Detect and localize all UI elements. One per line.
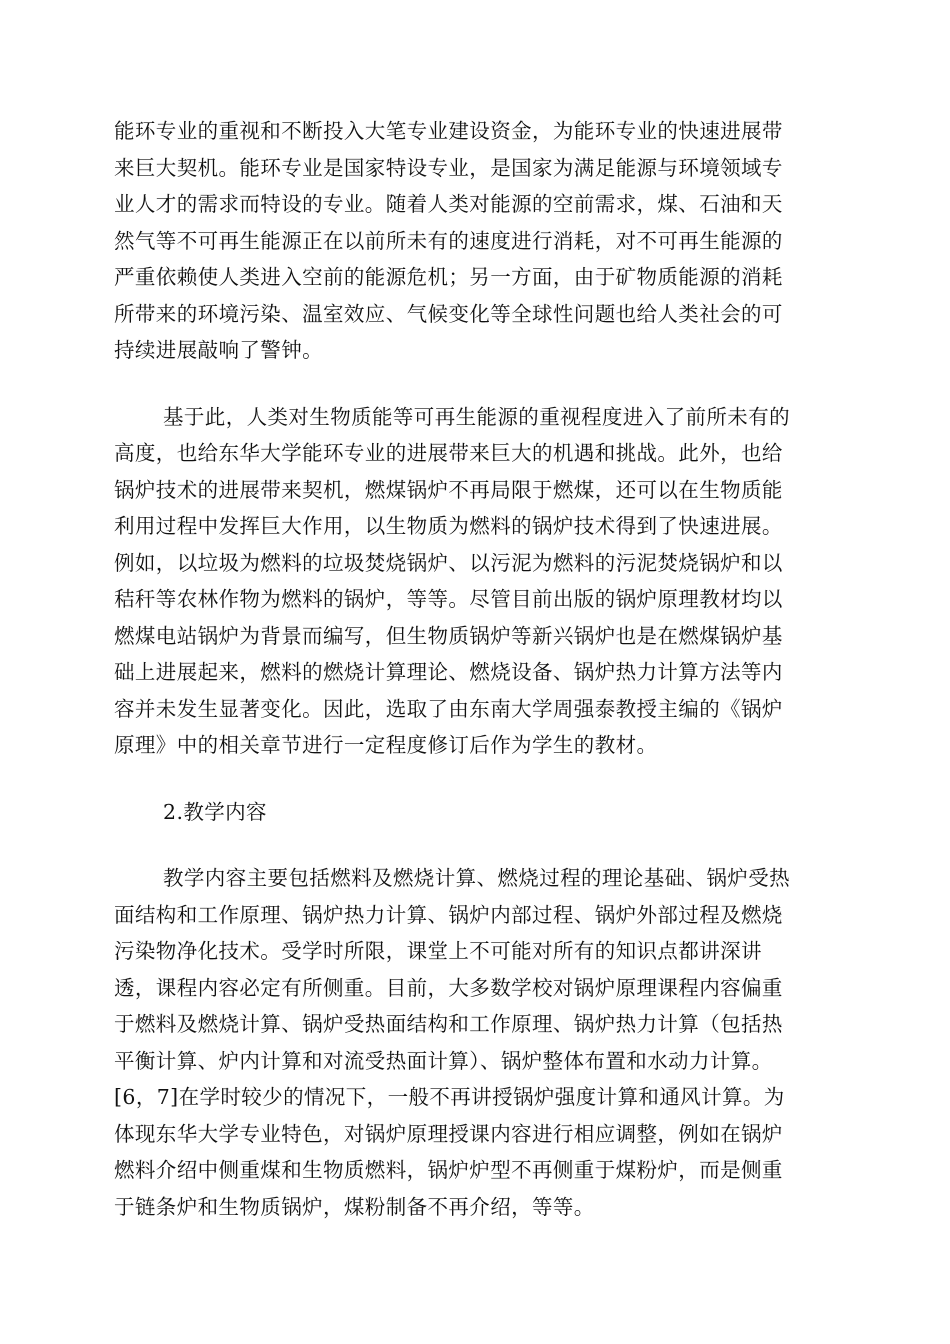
text-line: 燃料介绍中侧重煤和生物质燃料，锅炉炉型不再侧重于煤粉炉，而是侧重 [114,1158,783,1182]
text-line: 础上进展起来，燃料的燃烧计算理论、燃烧设备、锅炉热力计算方法等内 [114,660,783,684]
text-line: 于链条炉和生物质锅炉，煤粉制备不再介绍，等等。 [114,1194,595,1219]
paragraph-p2 [114,399,836,764]
text-line: 能环专业的重视和不断投入大笔专业建设资金，为能环专业的快速进展带 [114,119,783,143]
document-body [114,113,836,1225]
text-line: 秸秆等农林作物为燃料的锅炉，等等。尽管目前出版的锅炉原理教材均以 [114,587,783,611]
text-line: 所带来的环境污染、温室效应、气候变化等全球性问题也给人类社会的可 [114,301,783,326]
text-line: 面结构和工作原理、锅炉热力计算、锅炉内部过程、锅炉外部过程及燃烧 [114,902,783,927]
paragraph-p1 [114,113,836,369]
text-line: 于燃料及燃烧计算、锅炉受热面结构和工作原理、锅炉热力计算（包括热 [114,1012,783,1036]
text-line: 严重依赖使人类进入空前的能源危机；另一方面，由于矿物质能源的消耗 [114,265,783,289]
text-line: 高度，也给东华大学能环专业的进展带来巨大的机遇和挑战。此外，也给 [114,441,783,465]
text-line: 利用过程中发挥巨大作用，以生物质为燃料的锅炉技术得到了快速进展。 [114,514,783,538]
text-line: 基于此，人类对生物质能等可再生能源的重视程度进入了前所未有的 [163,404,790,429]
text-line: 例如，以垃圾为燃料的垃圾焚烧锅炉、以污泥为燃料的污泥焚烧锅炉和以 [114,550,783,575]
text-line: 燃煤电站锅炉为背景而编写，但生物质锅炉等新兴锅炉也是在燃煤锅炉基 [114,623,783,648]
text-line: 污染物净化技术。受学时所限，课堂上不可能对所有的知识点都讲深讲 [114,939,762,963]
text-line: 持续进展敲响了警钟。 [114,338,323,362]
text-line: 容并未发生显著变化。因此，选取了由东南大学周强泰教授主编的《锅炉 [114,696,783,721]
text-line: 然气等不可再生能源正在以前所未有的速度进行消耗，对不可再生能源的 [114,228,783,253]
text-line: 原理》中的相关章节进行一定程度修订后作为学生的教材。 [114,733,658,757]
text-line: 平衡计算、炉内计算和对流受热面计算）、锅炉整体布置和水动力计算。 [114,1048,773,1073]
section-heading [114,794,836,831]
section-heading-text: 2.教学内容 [163,799,267,824]
text-line: 来巨大契机。能环专业是国家特设专业，是国家为满足能源与环境领域专 [114,155,783,180]
paragraph-p3 [114,860,836,1225]
text-line: 透，课程内容必定有所侧重。目前，大多数学校对锅炉原理课程内容偏重 [114,975,783,1000]
text-line: 体现东华大学专业特色，对锅炉原理授课内容进行相应调整，例如在锅炉 [114,1121,783,1146]
text-line: 业人才的需求而特设的专业。随着人类对能源的空前需求，煤、石油和天 [114,192,783,216]
text-line: 教学内容主要包括燃料及燃烧计算、燃烧过程的理论基础、锅炉受热 [163,866,790,890]
text-line: 锅炉技术的进展带来契机，燃煤锅炉不再局限于燃煤，还可以在生物质能 [114,477,783,502]
text-line: [6，7]在学时较少的情况下，一般不再讲授锅炉强度计算和通风计算。为 [114,1085,785,1109]
